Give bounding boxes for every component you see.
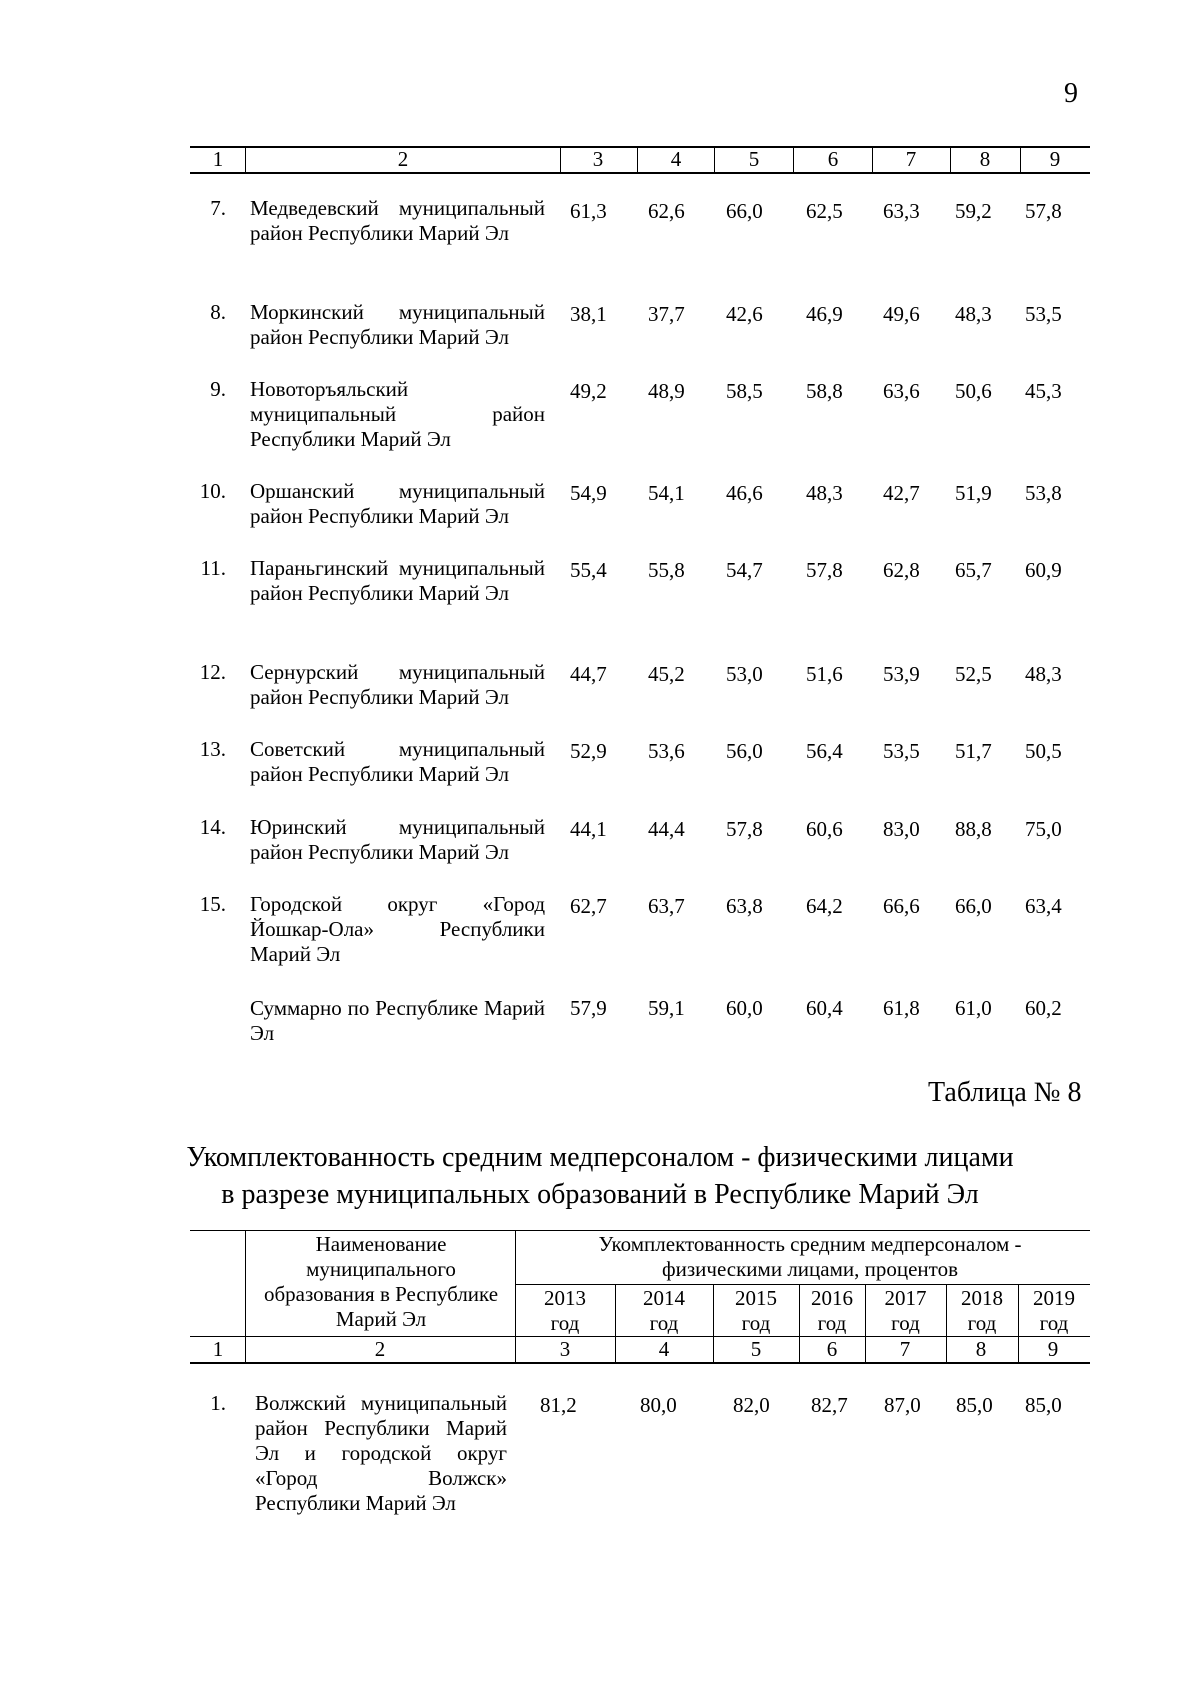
municipality-name: Моркинский муниципальный район Республики Марий Эл — [250, 300, 545, 349]
row-number: 15. — [199, 892, 226, 916]
table8-divider — [713, 1284, 714, 1363]
table8-divider — [245, 1230, 246, 1363]
value-2019: 60,2 — [1025, 996, 1062, 1020]
value-2016: 60,6 — [806, 817, 843, 841]
value-2014: 59,1 — [648, 996, 685, 1020]
year-2017-header — [867, 1286, 944, 1336]
table7-col-number: 5 — [748, 147, 760, 171]
year-label: 2017 — [884, 1286, 927, 1310]
municipality-name: Параньгинский муниципальный район Республики Марий Эл — [250, 556, 545, 605]
value-2017: 83,0 — [883, 817, 920, 841]
table7-col-number: 1 — [212, 147, 224, 171]
table7-col-number: 3 — [592, 147, 604, 171]
table7-header-top-line — [190, 146, 1090, 148]
value-2013: 38,1 — [570, 302, 607, 326]
value-2018: 51,7 — [955, 739, 992, 763]
table8-label: Таблица № 8 — [928, 1077, 1082, 1108]
value-2019: 53,5 — [1025, 302, 1062, 326]
value-2016: 46,9 — [806, 302, 843, 326]
table7-col-number: 7 — [905, 147, 917, 171]
municipality-name: Советский муниципальный район Республики Марий Эл — [250, 737, 545, 786]
table8-header-bottom-line — [190, 1336, 1090, 1337]
value-2013: 57,9 — [570, 996, 607, 1020]
value-2018: 52,5 — [955, 662, 992, 686]
year-unit: год — [1039, 1311, 1069, 1335]
value-2014: 80,0 — [640, 1393, 677, 1417]
value-2015: 58,5 — [726, 379, 763, 403]
row-number: 9. — [210, 377, 226, 401]
year-2013-header — [517, 1286, 613, 1336]
value-2019: 85,0 — [1025, 1393, 1062, 1417]
table8-years-line — [515, 1284, 1090, 1285]
row-number: 11. — [200, 556, 226, 580]
value-2013: 55,4 — [570, 558, 607, 582]
value-2017: 66,6 — [883, 894, 920, 918]
value-2019: 63,4 — [1025, 894, 1062, 918]
municipality-name: Волжский муниципальный район Республики Марий Эл и городской округ «Город Волжск» Республики Марий Эл — [255, 1391, 507, 1515]
value-2018: 48,3 — [955, 302, 992, 326]
year-label: 2013 — [544, 1286, 586, 1310]
value-2019: 48,3 — [1025, 662, 1062, 686]
value-2017: 42,7 — [883, 481, 920, 505]
value-2019: 57,8 — [1025, 199, 1062, 223]
value-2018: 65,7 — [955, 558, 992, 582]
value-2016: 62,5 — [806, 199, 843, 223]
table8-header-group: Укомплектованность средним медперсоналом - физическими лицами, процентов — [598, 1232, 1022, 1281]
table7-divider — [637, 146, 638, 173]
municipality-name: Оршанский муниципальный район Республики Марий Эл — [250, 479, 545, 528]
table8-col-number: 8 — [975, 1337, 987, 1361]
value-2018: 66,0 — [955, 894, 992, 918]
table8-top-line — [190, 1230, 1090, 1231]
table8-colnum-bottom-line — [190, 1362, 1090, 1364]
value-2018: 88,8 — [955, 817, 992, 841]
value-2019: 75,0 — [1025, 817, 1062, 841]
value-2015: 66,0 — [726, 199, 763, 223]
year-unit: год — [741, 1311, 771, 1335]
value-2016: 57,8 — [806, 558, 843, 582]
value-2019: 45,3 — [1025, 379, 1062, 403]
municipality-name: Городской округ «Город Йошкар-Ола» Республики Марий Эл — [250, 892, 545, 966]
year-unit: год — [649, 1311, 679, 1335]
year-unit: год — [891, 1311, 920, 1335]
value-2014: 45,2 — [648, 662, 685, 686]
value-2014: 62,6 — [648, 199, 685, 223]
year-unit: год — [817, 1311, 847, 1335]
row-number: 10. — [199, 479, 226, 503]
value-2014: 54,1 — [648, 481, 685, 505]
table7-col-number: 4 — [670, 147, 682, 171]
value-2019: 50,5 — [1025, 739, 1062, 763]
value-2016: 48,3 — [806, 481, 843, 505]
value-2019: 53,8 — [1025, 481, 1062, 505]
year-2015-header — [715, 1286, 797, 1336]
value-2018: 85,0 — [956, 1393, 993, 1417]
value-2013: 54,9 — [570, 481, 607, 505]
municipality-name: Сернурский муниципальный район Республики Марий Эл — [250, 660, 545, 709]
table7-divider — [793, 146, 794, 173]
row-number: 7. — [210, 196, 226, 220]
year-label: 2016 — [811, 1286, 853, 1310]
value-2014: 63,7 — [648, 894, 685, 918]
year-label: 2014 — [643, 1286, 685, 1310]
municipality-name: Юринский муниципальный район Республики Марий Эл — [250, 815, 545, 864]
value-2014: 53,6 — [648, 739, 685, 763]
table7-divider — [1020, 146, 1021, 173]
year-2014-header — [617, 1286, 711, 1336]
value-2018: 50,6 — [955, 379, 992, 403]
value-2017: 61,8 — [883, 996, 920, 1020]
value-2017: 49,6 — [883, 302, 920, 326]
year-label: 2015 — [735, 1286, 777, 1310]
table7-header-bottom-line — [190, 172, 1090, 174]
value-2013: 44,1 — [570, 817, 607, 841]
value-2013: 49,2 — [570, 379, 607, 403]
table8-col-number: 3 — [559, 1337, 571, 1361]
value-2017: 63,3 — [883, 199, 920, 223]
value-2015: 42,6 — [726, 302, 763, 326]
year-2018-header — [948, 1286, 1016, 1336]
value-2013: 44,7 — [570, 662, 607, 686]
value-2013: 61,3 — [570, 199, 607, 223]
row-number: 1. — [210, 1391, 226, 1415]
table8-divider — [799, 1284, 800, 1363]
row-number: 13. — [199, 737, 226, 761]
value-2017: 63,6 — [883, 379, 920, 403]
table8-divider — [865, 1284, 866, 1363]
value-2015: 57,8 — [726, 817, 763, 841]
row-number: 12. — [199, 660, 226, 684]
value-2015: 56,0 — [726, 739, 763, 763]
value-2016: 51,6 — [806, 662, 843, 686]
table8-title-line1: Укомплектованность средним медперсоналом - физическими лицами — [186, 1142, 1014, 1173]
table8-col-number: 1 — [212, 1337, 224, 1361]
table8-col-number: 2 — [374, 1337, 386, 1361]
value-2019: 60,9 — [1025, 558, 1062, 582]
total-label: Суммарно по Республике Марий Эл — [250, 996, 545, 1045]
value-2015: 60,0 — [726, 996, 763, 1020]
year-unit: год — [967, 1311, 997, 1335]
value-2017: 62,8 — [883, 558, 920, 582]
table8-title-line2: в разрезе муниципальных образований в Республике Марий Эл — [221, 1179, 979, 1210]
table8-divider — [946, 1284, 947, 1363]
municipality-name: Медведевский муниципальный район Республики Марий Эл — [250, 196, 545, 245]
table8-divider — [615, 1284, 616, 1363]
value-2013: 81,2 — [540, 1393, 577, 1417]
table7-divider — [560, 146, 561, 173]
table8-col-number: 5 — [750, 1337, 762, 1361]
row-number: 8. — [210, 300, 226, 324]
year-label: 2018 — [961, 1286, 1003, 1310]
table8-header-name: Наименование муниципального образования в Республике Марий Эл — [263, 1232, 499, 1331]
row-number: 14. — [199, 815, 226, 839]
value-2018: 51,9 — [955, 481, 992, 505]
year-2019-header — [1020, 1286, 1088, 1336]
municipality-name: Новоторъяльский муниципальный район Республики Марий Эл — [250, 377, 545, 451]
value-2015: 63,8 — [726, 894, 763, 918]
table7-divider — [245, 146, 246, 173]
table8-col-number: 4 — [658, 1337, 670, 1361]
value-2016: 60,4 — [806, 996, 843, 1020]
table7-divider — [872, 146, 873, 173]
page-number: 9 — [1064, 78, 1078, 109]
table7-col-number: 9 — [1049, 147, 1061, 171]
value-2014: 55,8 — [648, 558, 685, 582]
value-2014: 48,9 — [648, 379, 685, 403]
value-2015: 54,7 — [726, 558, 763, 582]
year-label: 2019 — [1033, 1286, 1075, 1310]
value-2013: 62,7 — [570, 894, 607, 918]
value-2015: 46,6 — [726, 481, 763, 505]
year-2016-header — [801, 1286, 863, 1336]
table7-divider — [950, 146, 951, 173]
year-unit: год — [550, 1311, 580, 1335]
value-2014: 37,7 — [648, 302, 685, 326]
value-2015: 53,0 — [726, 662, 763, 686]
value-2018: 61,0 — [955, 996, 992, 1020]
table8-divider — [515, 1230, 516, 1363]
table8-col-number: 6 — [826, 1337, 838, 1361]
value-2016: 64,2 — [806, 894, 843, 918]
table8-col-number: 9 — [1047, 1337, 1059, 1361]
value-2016: 82,7 — [811, 1393, 848, 1417]
value-2018: 59,2 — [955, 199, 992, 223]
value-2013: 52,9 — [570, 739, 607, 763]
value-2017: 87,0 — [884, 1393, 921, 1417]
value-2014: 44,4 — [648, 817, 685, 841]
table7-col-number: 6 — [827, 147, 839, 171]
value-2016: 58,8 — [806, 379, 843, 403]
value-2017: 53,9 — [883, 662, 920, 686]
table7-col-number: 2 — [397, 147, 409, 171]
table8-divider — [1018, 1284, 1019, 1363]
table8-col-number: 7 — [899, 1337, 911, 1361]
table7-divider — [714, 146, 715, 173]
table7-col-number: 8 — [979, 147, 991, 171]
value-2017: 53,5 — [883, 739, 920, 763]
value-2015: 82,0 — [733, 1393, 770, 1417]
value-2016: 56,4 — [806, 739, 843, 763]
